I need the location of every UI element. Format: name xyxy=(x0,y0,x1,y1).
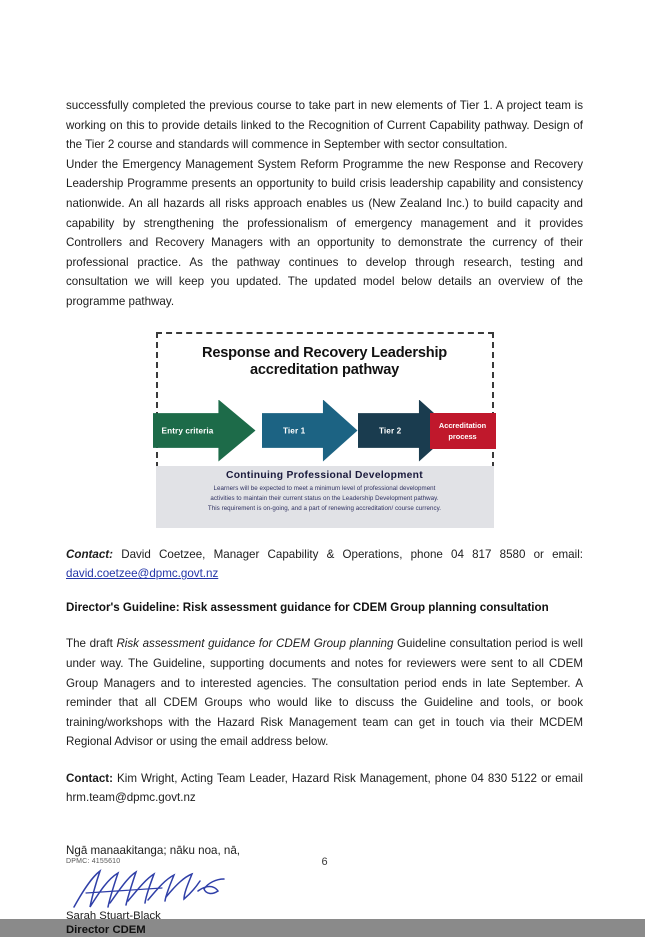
pathway-step-tier-1 xyxy=(262,400,358,462)
pathway-step-label: Entry criteria xyxy=(161,426,214,436)
pathway-diagram-wrapper xyxy=(66,332,583,528)
paragraph-emergency-reform: Under the Emergency Management System Reform Programme the new Response and Recovery Leadership Programme presents an opportunity to build crisis leadership capability and consistency nationwide. An all hazards all risks approach enables us (New Zealand Inc.) to build capacity and capability by strengthening the professionalism of emergency management and it provides Controllers and Recovery Managers with an opportunity to demonstrate the currency of their professional practice. As the pathway continues to develop through research, testing and consultation we will keep you updated. The updated model below details an overview of the programme pathway. xyxy=(66,157,583,308)
pathway-step-accreditation-process xyxy=(430,413,496,449)
page-footer xyxy=(66,858,583,874)
footer-reference: DPMC: 4155610 xyxy=(66,858,121,865)
contact-kim-wright xyxy=(66,769,583,808)
email-link-david-coetzee[interactable]: david.coetzee@dpmc.govt.nz xyxy=(66,567,219,581)
cpd-body-line1: Learners will be expected to meet a minimum level of professional development xyxy=(213,484,436,492)
section-heading-directors-guideline: Director's Guideline: Risk assessment guidance for CDEM Group planning consultation xyxy=(66,600,549,614)
diagram-title xyxy=(158,334,492,380)
pathway-step-label: Tier 1 xyxy=(282,426,306,436)
contact-label: Contact: xyxy=(66,547,114,561)
accreditation-pathway-diagram xyxy=(156,332,494,528)
cpd-body xyxy=(156,481,494,515)
pathway-flow xyxy=(158,400,492,466)
page-content xyxy=(66,0,583,937)
paragraph-lead-text: The draft xyxy=(66,637,117,651)
paragraph-rest-text: Guideline consultation period is well under way. The Guideline, supporting documents and notes for reviewers were sent to all CDEM Group Managers and to interested agencies. The consultation period ends in late September. A reminder that all CDEM Groups who would like to discuss the Guideline and tools, or book training/workshops with the Hazard Risk Management team can get in touch via their MCDEM Regional Advisor or using the email address below. xyxy=(66,637,583,749)
continuing-professional-development-panel xyxy=(156,466,494,528)
closing-salutation: Ngā manaakitanga; nāku noa, nā, xyxy=(66,844,241,858)
pathway-step-label-line2: process xyxy=(448,431,477,441)
cpd-title: Continuing Professional Development xyxy=(225,469,423,481)
signer-name: Sarah Stuart-Black xyxy=(66,909,161,922)
pathway-step-label: Tier 2 xyxy=(378,426,402,436)
contact-details: Kim Wright, Acting Team Leader, Hazard Risk Management, phone 04 830 5122 or email hrm.team@dpmc.govt.nz xyxy=(66,771,583,805)
diagram-title-line1: Response and Recovery Leadership xyxy=(201,344,448,361)
paragraph-tier-course: successfully completed the previous course to take part in new elements of Tier 1. A project team is working on this to provide details linked to the Recognition of Current Capability pathway. Design of the Tier 2 course and standards will commence in September with sector consultation. xyxy=(66,99,583,152)
cpd-body-line3: This requirement is on-going, and a part of renewing accreditation/ course currency. xyxy=(207,504,442,512)
footer-page-number: 6 xyxy=(321,856,328,868)
diagram-title-line2: accreditation pathway xyxy=(249,362,400,379)
signer-role: Director CDEM xyxy=(66,923,146,936)
pathway-step-label-line1: Accreditation xyxy=(438,420,487,430)
guideline-title-italic: Risk assessment guidance for CDEM Group planning xyxy=(116,637,394,651)
cpd-body-line2: activities to maintain their current status on the Leadership Development pathway. xyxy=(210,494,439,502)
paragraph-risk-assessment-guidance xyxy=(66,634,583,752)
pathway-step-entry-criteria xyxy=(153,400,256,462)
contact-label: Contact: xyxy=(66,771,114,785)
contact-david-coetzee xyxy=(66,545,583,584)
contact-details: David Coetzee, Manager Capability & Operations, phone 04 817 8580 or email: xyxy=(113,547,583,561)
